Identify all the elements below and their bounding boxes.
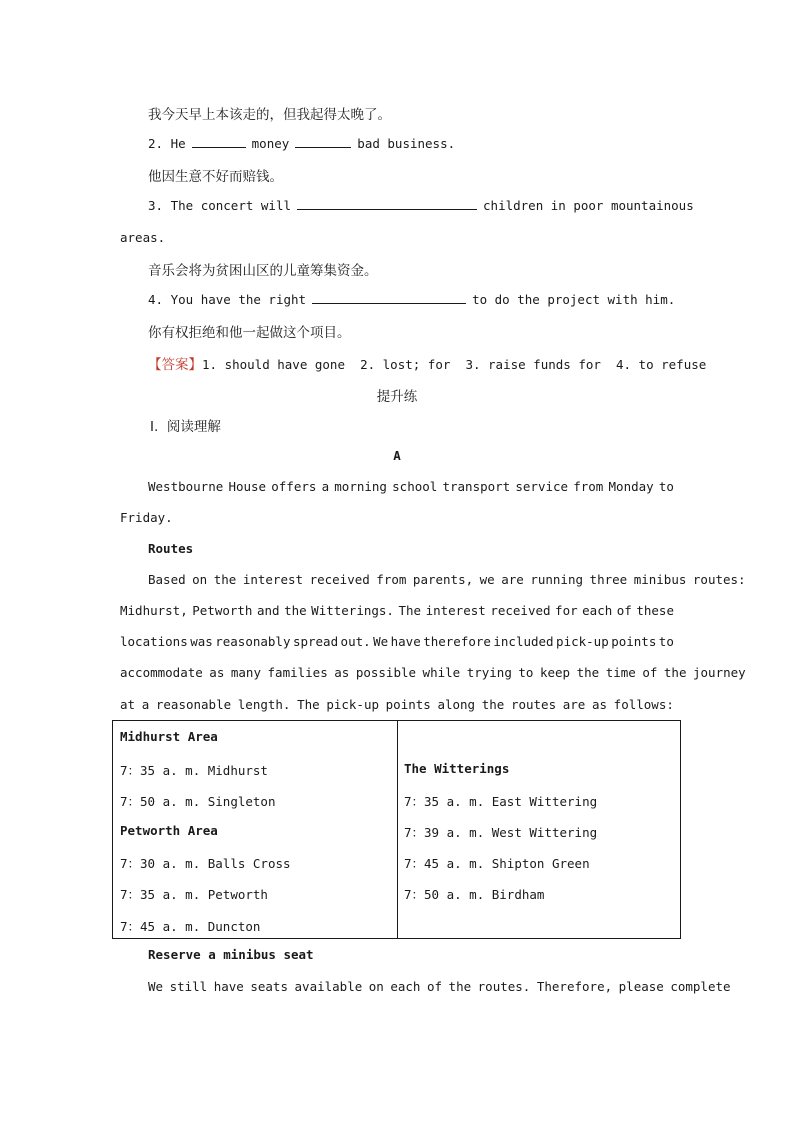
word: service	[515, 479, 569, 494]
chinese-translation-2: 他因生意不好而赔钱。	[148, 169, 283, 185]
word: as	[591, 697, 608, 712]
pickup-stop: 7：35 a. m. Midhurst	[120, 763, 268, 778]
word: the	[481, 697, 505, 712]
word: The	[297, 697, 320, 712]
passage-intro-end: Friday.	[120, 510, 173, 525]
answer-key: 【答案】1. should have gone 2. lost; for 3. raise funds for 4. to refuse	[148, 357, 707, 373]
word: House	[228, 479, 267, 494]
reserve-paragraph-line	[148, 979, 731, 994]
word: a	[141, 697, 150, 712]
passage-intro	[148, 479, 674, 494]
word: for	[555, 603, 578, 618]
word: included	[493, 634, 554, 649]
word: received	[490, 603, 551, 618]
word: Westbourne	[148, 479, 224, 494]
word: are	[562, 697, 586, 712]
answer-blank[interactable]	[312, 292, 466, 304]
text-line: accommodate as many families as possible while trying to keep the time of the journey	[120, 665, 746, 680]
word: and	[256, 603, 280, 618]
text-line: We still have seats available on each of the routes. Therefore, please complete	[148, 979, 731, 994]
question-3-continuation: areas.	[120, 230, 166, 245]
word: The	[398, 603, 422, 618]
pickup-points-table	[112, 720, 681, 939]
word: reasonably	[215, 634, 291, 649]
word: Midhurst,	[120, 603, 188, 618]
word: length.	[237, 697, 291, 712]
word: have	[390, 634, 421, 649]
word: therefore	[423, 634, 491, 649]
word: to	[658, 634, 674, 649]
word: the	[284, 603, 307, 618]
petworth-area-title: Petworth Area	[120, 823, 218, 838]
midhurst-area-title: Midhurst Area	[120, 729, 218, 744]
question-4: 4. You have the right to do the project with him.	[148, 292, 676, 307]
word: reasonable	[155, 697, 232, 712]
pickup-stop: 7：39 a. m. West Wittering	[404, 825, 598, 840]
word: out.	[340, 634, 371, 649]
word: was	[190, 634, 213, 649]
routes-paragraph-line	[120, 665, 746, 680]
chinese-translation-1: 我今天早上本该走的，但我起得太晚了。	[148, 107, 391, 123]
answer-tag: 【答案】	[148, 357, 202, 373]
pickup-stop: 7：35 a. m. Petworth	[120, 887, 268, 902]
routes-heading: Routes	[148, 541, 194, 556]
word: pick-up	[556, 634, 609, 649]
pickup-stop: 7：45 a. m. Duncton	[120, 919, 261, 934]
word: Petworth	[192, 603, 253, 618]
word: transport	[442, 479, 511, 494]
word: morning	[334, 479, 387, 494]
word: at	[120, 697, 136, 712]
question-3: 3. The concert will children in poor mountainous	[148, 198, 694, 213]
routes-paragraph-line	[120, 697, 674, 712]
word: of	[616, 603, 632, 618]
word: a	[321, 479, 330, 494]
routes-paragraph-line	[120, 634, 674, 649]
routes-paragraph-line	[148, 572, 746, 587]
word: these	[636, 603, 674, 618]
question-2: 2. He money bad business.	[148, 136, 456, 151]
word: locations	[120, 634, 188, 649]
word: school	[392, 479, 438, 494]
witterings-title: The Witterings	[404, 761, 510, 776]
word: points	[611, 634, 657, 649]
word: along	[437, 697, 476, 712]
pickup-stop: 7：35 a. m. East Wittering	[404, 794, 598, 809]
answer-blank[interactable]	[192, 136, 246, 148]
word: pick-up	[326, 697, 380, 712]
word: offers	[271, 479, 317, 494]
text-line: Based on the interest received from parents, we are running three minibus routes:	[148, 572, 746, 587]
pickup-stop: 7：45 a. m. Shipton Green	[404, 856, 590, 871]
word: Monday	[608, 479, 654, 494]
word: follows:	[613, 697, 674, 712]
answer-blank[interactable]	[295, 136, 351, 148]
word: points	[385, 697, 431, 712]
word: spread	[292, 634, 339, 649]
word: each	[582, 603, 613, 618]
routes-paragraph-line	[120, 603, 674, 618]
reserve-heading: Reserve a minibus seat	[148, 947, 314, 962]
pickup-stop: 7：50 a. m. Birdham	[404, 887, 545, 902]
word: from	[573, 479, 604, 494]
answer-blank[interactable]	[297, 198, 477, 210]
word: interest	[425, 603, 486, 618]
word: routes	[510, 697, 557, 712]
part-heading: Ⅰ. 阅读理解	[150, 419, 221, 435]
chinese-translation-3: 音乐会将为贫困山区的儿童筹集资金。	[148, 263, 378, 279]
pickup-stop: 7：30 a. m. Balls Cross	[120, 856, 291, 871]
word: We	[373, 634, 389, 649]
word: Witterings.	[311, 603, 394, 618]
table-divider	[397, 721, 398, 938]
passage-label: A	[393, 448, 401, 463]
section-title: 提升练	[376, 389, 418, 405]
pickup-stop: 7：50 a. m. Singleton	[120, 794, 276, 809]
word: to	[658, 479, 674, 494]
chinese-translation-4: 你有权拒绝和他一起做这个项目。	[148, 325, 351, 341]
